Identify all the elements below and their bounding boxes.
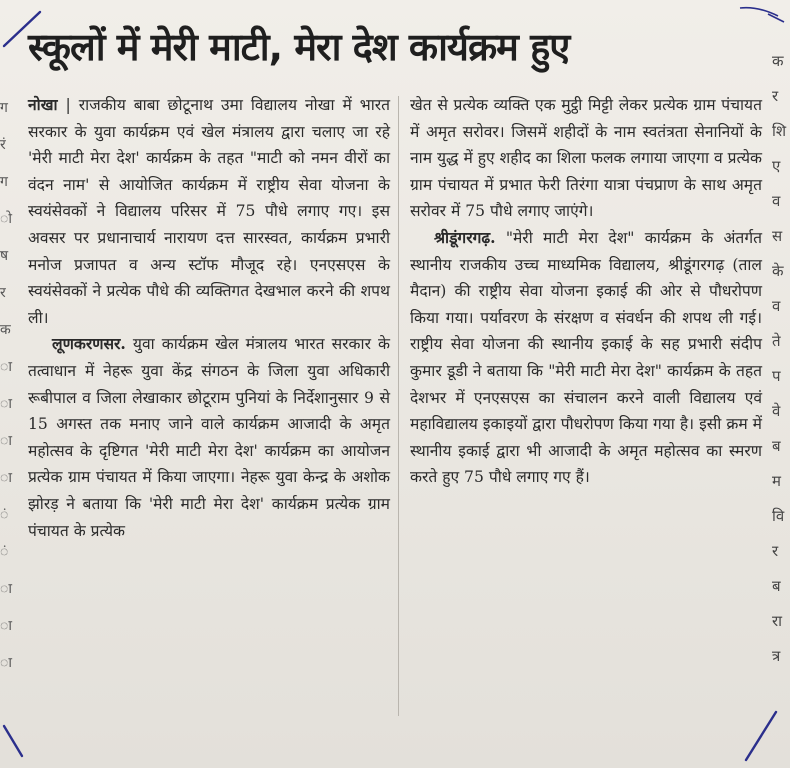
dateline-separator: | bbox=[57, 96, 79, 114]
adjacent-text-fragment: के bbox=[772, 262, 784, 280]
adjacent-text-fragment: त्र bbox=[772, 647, 781, 665]
adjacent-text-fragment: व bbox=[772, 192, 781, 210]
adjacent-text-fragment: प bbox=[772, 367, 781, 385]
adjacent-text-fragment: ं bbox=[0, 507, 9, 523]
adjacent-text-fragment: ा bbox=[0, 581, 12, 597]
adjacent-text-fragment: ा bbox=[0, 470, 12, 486]
adjacent-text-fragment: र bbox=[772, 87, 779, 105]
pen-mark-top-left bbox=[2, 8, 46, 48]
adjacent-text-fragment: ते bbox=[772, 332, 781, 350]
pen-mark-bottom-right bbox=[740, 708, 780, 764]
dateline-place: लूणकरणसर. bbox=[52, 334, 126, 354]
dateline-separator bbox=[496, 229, 506, 247]
article-paragraph bbox=[28, 92, 390, 331]
article-column-right bbox=[410, 92, 762, 491]
adjacent-text-fragment: म bbox=[772, 472, 781, 490]
pen-mark-top-right bbox=[738, 2, 790, 26]
adjacent-text-fragment: स bbox=[772, 227, 783, 245]
adjacent-text-fragment: ष bbox=[0, 248, 9, 264]
adjacent-text-fragment: रा bbox=[772, 612, 783, 630]
adjacent-text-fragment: ो bbox=[0, 211, 12, 227]
article-paragraph bbox=[410, 92, 762, 225]
article-headline: स्कूलों में मेरी माटी, मेरा देश कार्यक्रम हुए bbox=[28, 25, 570, 69]
adjacent-article-left-edge bbox=[0, 90, 10, 730]
adjacent-text-fragment: ा bbox=[0, 433, 12, 449]
dateline-separator bbox=[126, 335, 133, 353]
pen-mark-bottom-left bbox=[0, 722, 30, 762]
adjacent-text-fragment: ं bbox=[0, 544, 9, 560]
adjacent-text-fragment: ा bbox=[0, 655, 12, 671]
column-divider bbox=[398, 96, 399, 716]
adjacent-text-fragment: क bbox=[0, 322, 11, 338]
paragraph-text: "मेरी माटी मेरा देश" कार्यक्रम के अंतर्गत स्थानीय राजकीय उच्च माध्यमिक विद्यालय, श्रीडूंगरगढ़ (ताल मैदान) की राष्ट्रीय सेवा योजना इकाई की ओर से पौधरोपण किया गया। पर्यावरण के संरक्षण व संवर्धन की शपथ ली गई। राष्ट्रीय सेवा योजना की स्थानीय इकाई के सह प्रभारी संदीप कुमार डूडी ने बताया कि "मेरी माटी मेरा देश" कार्यक्रम के तहत देशभर में एनएसएस का संचालन करने वाली विद्यालय एवं महाविद्यालय इकाइयों द्वारा पौधरोपण किया गया है। इसी क्रम में स्थानीय इकाई द्वारा भी आजादी के अमृत महोत्सव का स्मरण करते हुए 75 पौधे लगाए गए हैं। bbox=[410, 228, 762, 487]
paragraph-text: युवा कार्यक्रम खेल मंत्रालय भारत सरकार के तत्वाधान में नेहरू युवा केंद्र संगठन के जिला युवा अधिकारी रूबीपाल व जिला लेखाकार छोटूराम पुनियां के निर्देशानुसार 9 से 15 अगस्त तक मनाए जाने वाले कार्यक्रम आजादी के अमृत महोत्सव के दृष्टिगत 'मेरी माटी मेरा देश' कार्यक्रम का आयोजन प्रत्येक ग्राम पंचायत में किया जाएगा। नेहरू युवा केन्द्र के अशोक झोरड़ ने बताया कि 'मेरी माटी मेरा देश' कार्यक्रम प्रत्येक ग्राम पंचायत के प्रत्येक bbox=[28, 335, 390, 540]
adjacent-text-fragment: ग bbox=[0, 100, 8, 116]
adjacent-text-fragment: वे bbox=[772, 402, 781, 420]
adjacent-text-fragment: शि bbox=[772, 122, 787, 140]
dateline-place: श्रीडूंगरगढ़. bbox=[434, 227, 496, 247]
article-column-left bbox=[28, 92, 390, 544]
article-paragraph bbox=[28, 331, 390, 544]
adjacent-text-fragment: रं bbox=[0, 137, 6, 153]
adjacent-text-fragment: व bbox=[772, 297, 781, 315]
adjacent-text-fragment: ब bbox=[772, 437, 781, 455]
adjacent-text-fragment: क bbox=[772, 52, 784, 70]
paragraph-text: राजकीय बाबा छोटूनाथ उमा विद्यालय नोखा में भारत सरकार के युवा कार्यक्रम एवं खेल मंत्रालय द्वारा चलाए जा रहे 'मेरी माटी मेरा देश' कार्यक्रम के तहत "माटी को नमन वीरों का वंदन नाम' से आयोजित कार्यक्रम में राष्ट्रीय सेवा योजना के स्वयंसेवकों ने विद्यालय परिसर में 75 पौधे लगाए गए। इस अवसर पर प्रधानाचार्य नारायण दत्त सारस्वत, कार्यक्रम प्रभारी मनोज प्रजापत व अन्य स्टॉफ मौजूद रहे। एनएसएस के स्वयंसेवकों ने प्रत्येक पौधे की व्यक्तिगत देखभाल करने की शपथ ली। bbox=[28, 96, 391, 327]
adjacent-article-right-edge bbox=[772, 44, 790, 744]
adjacent-text-fragment: ग bbox=[0, 174, 8, 190]
paragraph-text: खेत से प्रत्येक व्यक्ति एक मुट्ठी मिट्टी लेकर प्रत्येक ग्राम पंचायत में अमृत सरोवर। जिसमें शहीदों के नाम स्वतंत्रता सेनानियों के नाम युद्ध में हुए शहीद का शिला फलक लगाया जाएगा व प्रत्येक ग्राम पंचायत में प्रभात फेरी तिरंगा यात्रा पंचप्राण के साथ अमृत सरोवर में 75 पौधे लगाए जाएंगे। bbox=[410, 96, 762, 221]
adjacent-text-fragment: ए bbox=[772, 157, 781, 175]
dateline-place: नोखा bbox=[28, 95, 58, 114]
adjacent-text-fragment: ब bbox=[772, 577, 781, 595]
adjacent-text-fragment: ा bbox=[0, 359, 12, 375]
article-paragraph bbox=[410, 225, 762, 491]
adjacent-text-fragment: ा bbox=[0, 396, 12, 412]
adjacent-text-fragment: वि bbox=[772, 507, 785, 525]
adjacent-text-fragment: र bbox=[0, 285, 6, 301]
adjacent-text-fragment: र bbox=[772, 542, 779, 560]
adjacent-text-fragment: ा bbox=[0, 618, 12, 634]
